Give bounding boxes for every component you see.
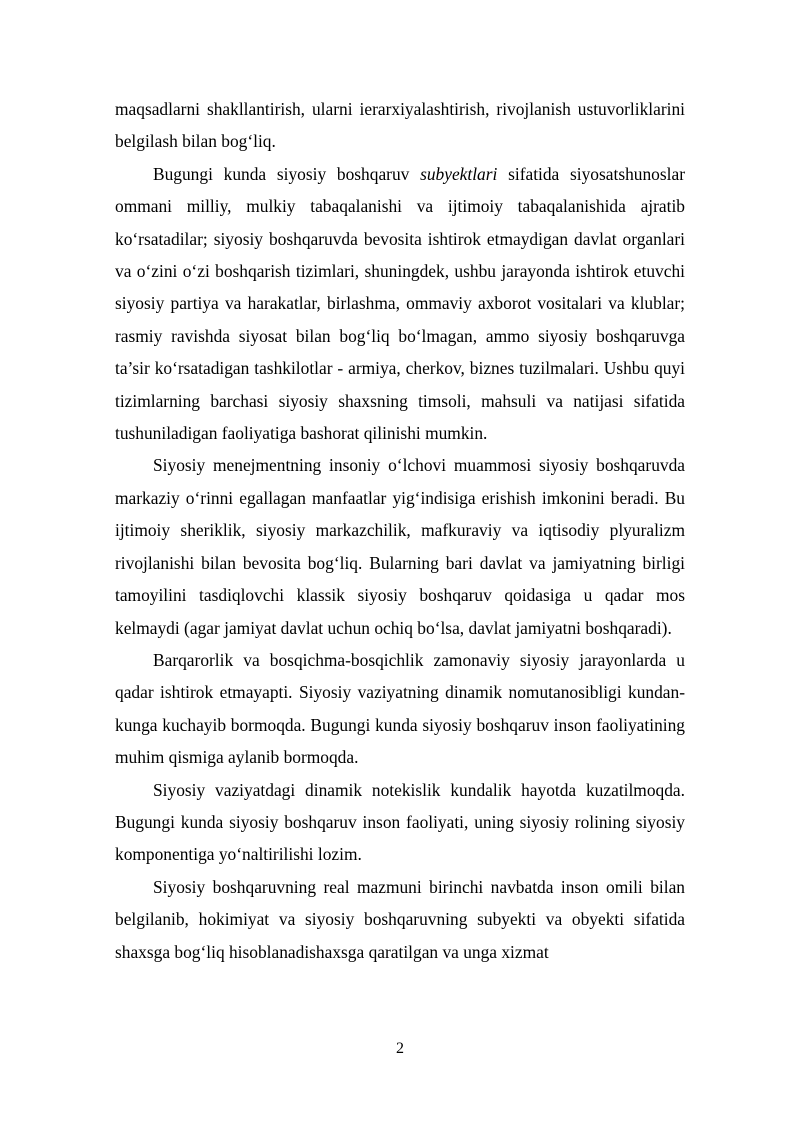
paragraph-stability: Barqarorlik va bosqichma-bosqichlik zamonaviy siyosiy jarayonlarda u qadar ishtirok etmayapti. Siyosiy vaziyatning dinamik nomutanosibligi kundan-kunga kuchayib bormoqda. Bugungi kunda siyosiy boshqaruv inson faoliyatining muhim qismiga aylanib bormoqda.: [115, 649, 685, 768]
paragraph-continuation: maqsadlarni shakllantirish, ularni ierarxiyalashtirish, rivojlanish ustuvorliklarini belgilash bilan bog‘liq.: [115, 99, 685, 152]
paragraph-real-content: Siyosiy boshqaruvning real mazmuni birinchi navbatda inson omili bilan belgilanib, hokimiyat va siyosiy boshqaruvning subyekti va obyekti sifatida shaxsga bog‘liq hisoblanadishaxsga qaratilgan va unga xizmat: [115, 876, 685, 962]
paragraph-subjects-rest: sifatida siyosatshunoslar ommani milliy, mulkiy tabaqalanishi va ijtimoiy tabaqalanishida ajratib ko‘rsatadilar; siyosiy boshqaruvda bevosita ishtirok etmaydigan davlat organlari va o‘zini o‘zi boshqarish tizimlari, shuningdek, ushbu jarayonda ishtirok etuvchi siyosiy partiya va harakatlar, birlashma, ommaviy axborot vositalari va klublar; rasmiy ravishda siyosat bilan bog‘liq bo‘lmagan, ammo siyosiy boshqaruvga ta’sir ko‘rsatadigan tashkilotlar - armiya, cherkov, biznes tuzilmalari. Ushbu quyi tizimlarning barchasi siyosiy shaxsning timsoli, mahsuli va natijasi sifatida tushuniladigan faoliyatiga bashorat qilinishi mumkin.: [115, 163, 685, 444]
italic-term: subyektlari: [420, 163, 498, 184]
body-text: [115, 93, 685, 968]
paragraph-human-dimension: Siyosiy menejmentning insoniy o‘lchovi muammosi siyosiy boshqaruvda markaziy o‘rinni egallagan manfaatlar yig‘indisiga erishish imkonini beradi. Bu ijtimoiy sheriklik, siyosiy markazchilik, mafkuraviy va iqtisodiy plyuralizm rivojlanishi bilan bevosita bog‘liq. Bularning bari davlat va jamiyatning birligi tamoyilini tasdiqlovchi klassik siyosiy boshqaruv qoidasiga u qadar mos kelmaydi (agar jamiyat davlat uchun ochiq bo‘lsa, davlat jamiyatni boshqaradi).: [115, 455, 685, 638]
page-number: 2: [396, 1040, 404, 1057]
paragraph-subjects: [115, 158, 685, 450]
paragraph-subjects-lead: Bugungi kunda siyosiy boshqaruv: [153, 163, 421, 184]
paragraph-dynamic-unevenness: Siyosiy vaziyatdagi dinamik notekislik kundalik hayotda kuzatilmoqda. Bugungi kunda siyosiy boshqaruv inson faoliyati, uning siyosiy rolining siyosiy komponentiga yo‘naltirilishi lozim.: [115, 779, 685, 865]
